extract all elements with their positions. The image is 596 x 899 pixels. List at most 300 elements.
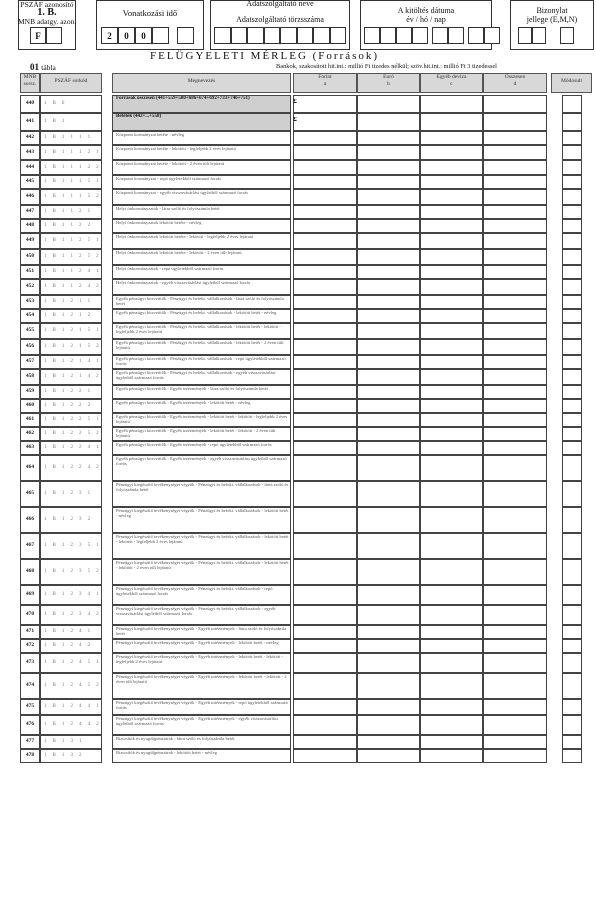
row-number: 448 — [20, 219, 40, 233]
row-code: 1 B 1 2 4 4 2 — [40, 715, 102, 735]
cell-other-fx[interactable] — [420, 113, 483, 131]
cell-euro[interactable] — [357, 309, 420, 323]
row-description: Egyéb pénzügyi közvetítők - Egyéb intézmények - lekötött betét - lekötött - 2 éven túli lejáratú — [112, 427, 291, 441]
cell-euro[interactable] — [357, 175, 420, 189]
row-description: Helyi önkormányzatok lekötött betéte - lekötött - 2 éven túli lejáratú — [112, 249, 291, 265]
cell-euro[interactable] — [357, 219, 420, 233]
cell-other-fx[interactable] — [420, 219, 483, 233]
cell-euro[interactable] — [357, 455, 420, 481]
table-label: tábla — [41, 63, 56, 72]
cell-other-fx[interactable] — [420, 205, 483, 219]
cell-total[interactable] — [483, 481, 547, 507]
row-number: 446 — [20, 189, 40, 205]
cell-forint[interactable] — [293, 533, 357, 559]
cell-modified[interactable] — [562, 427, 582, 441]
provider-reg-digit[interactable] — [313, 27, 330, 44]
row-number: 466 — [20, 507, 40, 533]
row-number: 463 — [20, 441, 40, 455]
fill-date-digit[interactable] — [432, 27, 448, 44]
cell-other-fx[interactable] — [420, 653, 483, 673]
cell-modified[interactable] — [562, 699, 582, 715]
row-number: 467 — [20, 533, 40, 559]
table-row — [20, 749, 594, 763]
cell-modified[interactable] — [562, 279, 582, 295]
cell-forint[interactable] — [293, 131, 357, 145]
cell-forint[interactable] — [293, 113, 357, 131]
row-description: Központi kormányzat - egyéb visszavásárlási ügyletből származó forrás — [112, 189, 291, 205]
table-row — [20, 441, 594, 455]
cell-other-fx[interactable] — [420, 369, 483, 385]
table-row — [20, 249, 594, 265]
cell-total[interactable] — [483, 295, 547, 309]
provider-reg-label: Adatszolgáltató törzsszáma — [236, 15, 324, 24]
cell-forint[interactable] — [293, 145, 357, 160]
cell-other-fx[interactable] — [420, 189, 483, 205]
cell-forint[interactable] — [293, 639, 357, 653]
row-number: 442 — [20, 131, 40, 145]
fill-date-digit[interactable] — [412, 27, 428, 44]
cell-other-fx[interactable] — [420, 249, 483, 265]
cell-forint[interactable] — [293, 339, 357, 355]
cell-total[interactable] — [483, 323, 547, 339]
cell-other-fx[interactable] — [420, 639, 483, 653]
cell-forint[interactable] — [293, 699, 357, 715]
row-number: 471 — [20, 625, 40, 639]
row-code: 1 B 1 2 4 4 1 — [40, 699, 102, 715]
cell-other-fx[interactable] — [420, 323, 483, 339]
cell-total[interactable] — [483, 673, 547, 699]
cell-total[interactable] — [483, 355, 547, 369]
cell-euro[interactable] — [357, 507, 420, 533]
fill-date-digit[interactable] — [396, 27, 412, 44]
cell-forint[interactable] — [293, 653, 357, 673]
cell-forint[interactable] — [293, 625, 357, 639]
cell-modified[interactable] — [562, 175, 582, 189]
cell-euro[interactable] — [357, 413, 420, 427]
table-row — [20, 131, 594, 145]
cell-euro[interactable] — [357, 735, 420, 749]
cell-euro[interactable] — [357, 699, 420, 715]
cell-forint[interactable] — [293, 455, 357, 481]
cell-total[interactable] — [483, 249, 547, 265]
cell-euro[interactable] — [357, 145, 420, 160]
cell-euro[interactable] — [357, 295, 420, 309]
row-description: Egyéb pénzügyi közvetítők - Egyéb intézmények - repó ügyletekből származó forrás — [112, 441, 291, 455]
cell-euro[interactable] — [357, 355, 420, 369]
row-code: 1 B 1 2 3 2 — [40, 507, 102, 533]
table-row — [20, 189, 594, 205]
cell-euro[interactable] — [357, 625, 420, 639]
cell-modified[interactable] — [562, 385, 582, 399]
cell-total[interactable] — [483, 233, 547, 249]
cell-other-fx[interactable] — [420, 355, 483, 369]
fill-date-digit[interactable] — [448, 27, 464, 44]
cell-euro[interactable] — [357, 715, 420, 735]
cell-forint[interactable] — [293, 385, 357, 399]
cell-other-fx[interactable] — [420, 385, 483, 399]
cell-other-fx[interactable] — [420, 339, 483, 355]
cell-euro[interactable] — [357, 639, 420, 653]
table-row — [20, 481, 594, 507]
cell-modified[interactable] — [562, 441, 582, 455]
cell-other-fx[interactable] — [420, 605, 483, 625]
table-row — [20, 455, 594, 481]
cell-total[interactable] — [483, 715, 547, 735]
row-description: Biztosítók és nyugdíjpénztárak - lekötött betét - névleg — [112, 749, 291, 763]
cell-modified[interactable] — [562, 673, 582, 699]
row-description: Pénzügyi kiegészítő tevékenységet végzők - Pénzügyi és befekt. vállalkozások - lekötött betét - lekötött - 2 éven túli lejáratú — [112, 559, 291, 585]
row-description: Pénzügyi kiegészítő tevékenységet végzők - Pénzügyi és befekt. vállalkozások - repó ügyletekből származó forrás — [112, 585, 291, 605]
cell-other-fx[interactable] — [420, 279, 483, 295]
cell-modified[interactable] — [562, 131, 582, 145]
cell-other-fx[interactable] — [420, 749, 483, 763]
row-code: 1 B 1 2 2 5 2 — [40, 427, 102, 441]
cell-euro[interactable] — [357, 533, 420, 559]
cell-forint[interactable] — [293, 219, 357, 233]
table-row — [20, 625, 594, 639]
cell-euro[interactable] — [357, 249, 420, 265]
row-description: Helyi önkormányzatok - egyéb visszavásárlási ügyletből származó forrás — [112, 279, 291, 295]
row-number: 445 — [20, 175, 40, 189]
row-description: Egyéb pénzügyi közvetítők - Egyéb intézmények - egyéb visszavásárlási ügyletből származó forrás — [112, 455, 291, 481]
cell-forint[interactable] — [293, 399, 357, 413]
cell-total[interactable] — [483, 507, 547, 533]
cell-modified[interactable] — [562, 113, 582, 131]
cell-euro[interactable] — [357, 605, 420, 625]
cell-modified[interactable] — [562, 639, 582, 653]
cell-modified[interactable] — [562, 369, 582, 385]
row-code: 1 B 1 1 1 5 1 — [40, 175, 102, 189]
cell-euro[interactable] — [357, 95, 420, 113]
cell-total[interactable] — [483, 585, 547, 605]
cell-modified[interactable] — [562, 145, 582, 160]
cell-modified[interactable] — [562, 323, 582, 339]
cell-modified[interactable] — [562, 585, 582, 605]
row-number: 458 — [20, 369, 40, 385]
cell-other-fx[interactable] — [420, 160, 483, 175]
cell-euro[interactable] — [357, 559, 420, 585]
fill-date-digit[interactable] — [484, 27, 500, 44]
cell-other-fx[interactable] — [420, 95, 483, 113]
table-row — [20, 585, 594, 605]
cell-modified[interactable] — [562, 309, 582, 323]
col-header-desc: Megnevezés — [112, 73, 291, 93]
cell-other-fx[interactable] — [420, 145, 483, 160]
cell-modified[interactable] — [562, 160, 582, 175]
cell-other-fx[interactable] — [420, 673, 483, 699]
cell-modified[interactable] — [562, 205, 582, 219]
cell-other-fx[interactable] — [420, 585, 483, 605]
cell-forint[interactable] — [293, 481, 357, 507]
cell-total[interactable] — [483, 369, 547, 385]
pszaf-value: 1. B. — [37, 7, 57, 18]
row-number: 464 — [20, 455, 40, 481]
row-code: 1 B 1 2 1 1 — [40, 295, 102, 309]
cell-modified[interactable] — [562, 735, 582, 749]
cell-forint[interactable] — [293, 369, 357, 385]
table-row — [20, 533, 594, 559]
cell-forint[interactable] — [293, 95, 357, 113]
table-row — [20, 95, 594, 113]
row-description: Pénzügyi kiegészítő tevékenységet végzők - Pénzügyi és befekt. vállalkozások - lekötött betét - lekötött - legfeljebb 2 éves lejáratú — [112, 533, 291, 559]
cell-total[interactable] — [483, 279, 547, 295]
provider-reg-digit[interactable] — [330, 27, 347, 44]
cell-euro[interactable] — [357, 339, 420, 355]
cell-modified[interactable] — [562, 749, 582, 763]
row-code: 1 B 1 2 3 4 1 — [40, 585, 102, 605]
cell-euro[interactable] — [357, 205, 420, 219]
cell-other-fx[interactable] — [420, 507, 483, 533]
row-number: 455 — [20, 323, 40, 339]
cell-euro[interactable] — [357, 385, 420, 399]
cell-other-fx[interactable] — [420, 441, 483, 455]
date-digit-2[interactable]: 0 — [118, 27, 135, 44]
cell-forint[interactable] — [293, 233, 357, 249]
cell-total[interactable] — [483, 189, 547, 205]
cell-total[interactable] — [483, 309, 547, 323]
cell-total[interactable] — [483, 749, 547, 763]
fill-date-label: A kitöltés dátuma — [397, 6, 455, 15]
cell-forint[interactable] — [293, 441, 357, 455]
cell-forint[interactable] — [293, 507, 357, 533]
cell-total[interactable] — [483, 699, 547, 715]
table-row — [20, 265, 594, 279]
row-code: 1 B 1 1 1 2 2 — [40, 160, 102, 175]
cell-forint[interactable] — [293, 189, 357, 205]
cell-modified[interactable] — [562, 399, 582, 413]
table-row — [20, 355, 594, 369]
cell-euro[interactable] — [357, 585, 420, 605]
cell-forint[interactable] — [293, 355, 357, 369]
cell-total[interactable] — [483, 559, 547, 585]
provider-reg-digit[interactable] — [297, 27, 314, 44]
col-header-modified: Módosult — [551, 73, 592, 93]
cell-euro[interactable] — [357, 481, 420, 507]
cell-forint[interactable] — [293, 749, 357, 763]
date-digit-1[interactable]: 2 — [101, 27, 118, 44]
fill-date-digit[interactable] — [380, 27, 396, 44]
cell-other-fx[interactable] — [420, 699, 483, 715]
cell-other-fx[interactable] — [420, 735, 483, 749]
cell-total[interactable] — [483, 95, 547, 113]
row-code: 1 B 1 2 3 1 — [40, 481, 102, 507]
provider-label: Adatszolgáltató neve — [246, 0, 314, 8]
row-number: 449 — [20, 233, 40, 249]
cell-total[interactable] — [483, 399, 547, 413]
row-code: 1 B 1 2 2 2 — [40, 399, 102, 413]
cell-other-fx[interactable] — [420, 309, 483, 323]
cell-euro[interactable] — [357, 160, 420, 175]
cell-modified[interactable] — [562, 355, 582, 369]
nature-field-2[interactable] — [532, 27, 546, 44]
cell-total[interactable] — [483, 131, 547, 145]
row-description: Központi kormányzat betéte - lekötött - 2 éven túli lejáratú — [112, 160, 291, 175]
cell-modified[interactable] — [562, 533, 582, 559]
cell-modified[interactable] — [562, 219, 582, 233]
cell-total[interactable] — [483, 175, 547, 189]
cell-euro[interactable] — [357, 441, 420, 455]
cell-forint[interactable] — [293, 413, 357, 427]
row-description: Pénzügyi kiegészítő tevékenységet végzők - Egyéb intézmények - lekötött betét - névleg — [112, 639, 291, 653]
cell-total[interactable] — [483, 455, 547, 481]
row-number: 461 — [20, 413, 40, 427]
nature-field-1[interactable] — [518, 27, 532, 44]
table-row — [20, 339, 594, 355]
cell-forint[interactable] — [293, 605, 357, 625]
row-description: Egyéb pénzügyi közvetítők - Egyéb intézmények - lekötött betét - lekötött - legfeljebb 2 éves lejáratú — [112, 413, 291, 427]
cell-other-fx[interactable] — [420, 265, 483, 279]
cell-total[interactable] — [483, 205, 547, 219]
cell-euro[interactable] — [357, 427, 420, 441]
cell-euro[interactable] — [357, 673, 420, 699]
cell-total[interactable] — [483, 653, 547, 673]
cell-modified[interactable] — [562, 249, 582, 265]
cell-modified[interactable] — [562, 507, 582, 533]
cell-modified[interactable] — [562, 605, 582, 625]
cell-modified[interactable] — [562, 559, 582, 585]
cell-euro[interactable] — [357, 189, 420, 205]
provider-reg-digit[interactable] — [264, 27, 281, 44]
cell-forint[interactable] — [293, 295, 357, 309]
fill-date-digit[interactable] — [468, 27, 484, 44]
cell-euro[interactable] — [357, 749, 420, 763]
cell-euro[interactable] — [357, 369, 420, 385]
date-digit-5[interactable] — [177, 27, 194, 44]
cell-other-fx[interactable] — [420, 175, 483, 189]
cell-euro[interactable] — [357, 653, 420, 673]
cell-euro[interactable] — [357, 265, 420, 279]
row-code: 1 B 1 1 2 1 — [40, 205, 102, 219]
cell-total[interactable] — [483, 427, 547, 441]
cell-modified[interactable] — [562, 339, 582, 355]
cell-other-fx[interactable] — [420, 625, 483, 639]
fill-date-digit[interactable] — [364, 27, 380, 44]
table-row — [20, 673, 594, 699]
cell-forint[interactable] — [293, 265, 357, 279]
row-number: 444 — [20, 160, 40, 175]
cell-forint[interactable] — [293, 249, 357, 265]
date-digit-4[interactable] — [152, 27, 169, 44]
provider-reg-digit[interactable] — [231, 27, 248, 44]
cell-euro[interactable] — [357, 279, 420, 295]
cell-total[interactable] — [483, 265, 547, 279]
date-digit-3[interactable]: 0 — [135, 27, 152, 44]
cell-modified[interactable] — [562, 715, 582, 735]
cell-modified[interactable] — [562, 265, 582, 279]
cell-forint[interactable] — [293, 585, 357, 605]
cell-forint[interactable] — [293, 160, 357, 175]
cell-other-fx[interactable] — [420, 399, 483, 413]
row-number: 465 — [20, 481, 40, 507]
provider-reg-digit[interactable] — [247, 27, 264, 44]
row-description: Betétek (442+...+558) — [112, 113, 291, 131]
cell-other-fx[interactable] — [420, 295, 483, 309]
cell-forint[interactable] — [293, 715, 357, 735]
cell-forint[interactable] — [293, 205, 357, 219]
cell-other-fx[interactable] — [420, 559, 483, 585]
cell-forint[interactable] — [293, 279, 357, 295]
col-header-mnb: MNB sorsz. — [20, 73, 40, 93]
mnb-code-field-2[interactable] — [46, 27, 62, 44]
cell-other-fx[interactable] — [420, 455, 483, 481]
mnb-code-field[interactable]: F — [30, 27, 46, 44]
cell-other-fx[interactable] — [420, 233, 483, 249]
cell-modified[interactable] — [562, 413, 582, 427]
row-description: Pénzügyi kiegészítő tevékenységet végzők - Pénzügyi és befekt. vállalkozások - látra szóló és folyószámla betét — [112, 481, 291, 507]
row-description: Egyéb pénzügyi közvetítők - Pénzügyi és befekt. vállalkozások - repó ügyletekből származó forrás — [112, 355, 291, 369]
cell-forint[interactable] — [293, 323, 357, 339]
cell-modified[interactable] — [562, 189, 582, 205]
cell-other-fx[interactable] — [420, 481, 483, 507]
cell-forint[interactable] — [293, 175, 357, 189]
cell-other-fx[interactable] — [420, 131, 483, 145]
cell-modified[interactable] — [562, 653, 582, 673]
cell-modified[interactable] — [562, 455, 582, 481]
table-row — [20, 295, 594, 309]
cell-euro[interactable] — [357, 399, 420, 413]
table-row — [20, 399, 594, 413]
cell-forint[interactable] — [293, 559, 357, 585]
date-label: Vonatkozási idő — [122, 8, 178, 18]
cell-modified[interactable] — [562, 233, 582, 249]
cell-total[interactable] — [483, 145, 547, 160]
table-row — [20, 413, 594, 427]
provider-reg-digit[interactable] — [280, 27, 297, 44]
cell-other-fx[interactable] — [420, 413, 483, 427]
cell-total[interactable] — [483, 160, 547, 175]
cell-total[interactable] — [483, 385, 547, 399]
table-row — [20, 219, 594, 233]
row-description: Pénzügyi kiegészítő tevékenységet végzők - Pénzügyi és befekt. vállalkozások - lekötött betét - névleg — [112, 507, 291, 533]
cell-total[interactable] — [483, 113, 547, 131]
cell-total[interactable] — [483, 625, 547, 639]
row-code: 1 B 0 — [40, 95, 102, 113]
cell-euro[interactable] — [357, 131, 420, 145]
cell-total[interactable] — [483, 441, 547, 455]
cell-total[interactable] — [483, 639, 547, 653]
cell-euro[interactable] — [357, 323, 420, 339]
cell-forint[interactable] — [293, 735, 357, 749]
cell-total[interactable] — [483, 219, 547, 233]
cell-euro[interactable] — [357, 233, 420, 249]
row-number: 478 — [20, 749, 40, 763]
cell-modified[interactable] — [562, 625, 582, 639]
cell-forint[interactable] — [293, 673, 357, 699]
row-code: 1 B 1 3 2 — [40, 749, 102, 763]
provider-reg-digit[interactable] — [214, 27, 231, 44]
cell-euro[interactable] — [357, 113, 420, 131]
cell-forint[interactable] — [293, 309, 357, 323]
row-number: 459 — [20, 385, 40, 399]
cell-modified[interactable] — [562, 481, 582, 507]
cell-modified[interactable] — [562, 95, 582, 113]
cell-modified[interactable] — [562, 295, 582, 309]
cell-other-fx[interactable] — [420, 533, 483, 559]
row-code: 1 B 1 2 1 2 — [40, 309, 102, 323]
cell-total[interactable] — [483, 533, 547, 559]
cell-total[interactable] — [483, 413, 547, 427]
nature-field-3[interactable] — [560, 27, 574, 44]
cell-other-fx[interactable] — [420, 427, 483, 441]
cell-total[interactable] — [483, 735, 547, 749]
row-description: Egyéb pénzügyi közvetítők - Egyéb intézmények - látra szóló és folyószámla betét — [112, 385, 291, 399]
cell-total[interactable] — [483, 605, 547, 625]
row-number: 462 — [20, 427, 40, 441]
cell-other-fx[interactable] — [420, 715, 483, 735]
cell-total[interactable] — [483, 339, 547, 355]
row-number: 468 — [20, 559, 40, 585]
cell-forint[interactable] — [293, 427, 357, 441]
